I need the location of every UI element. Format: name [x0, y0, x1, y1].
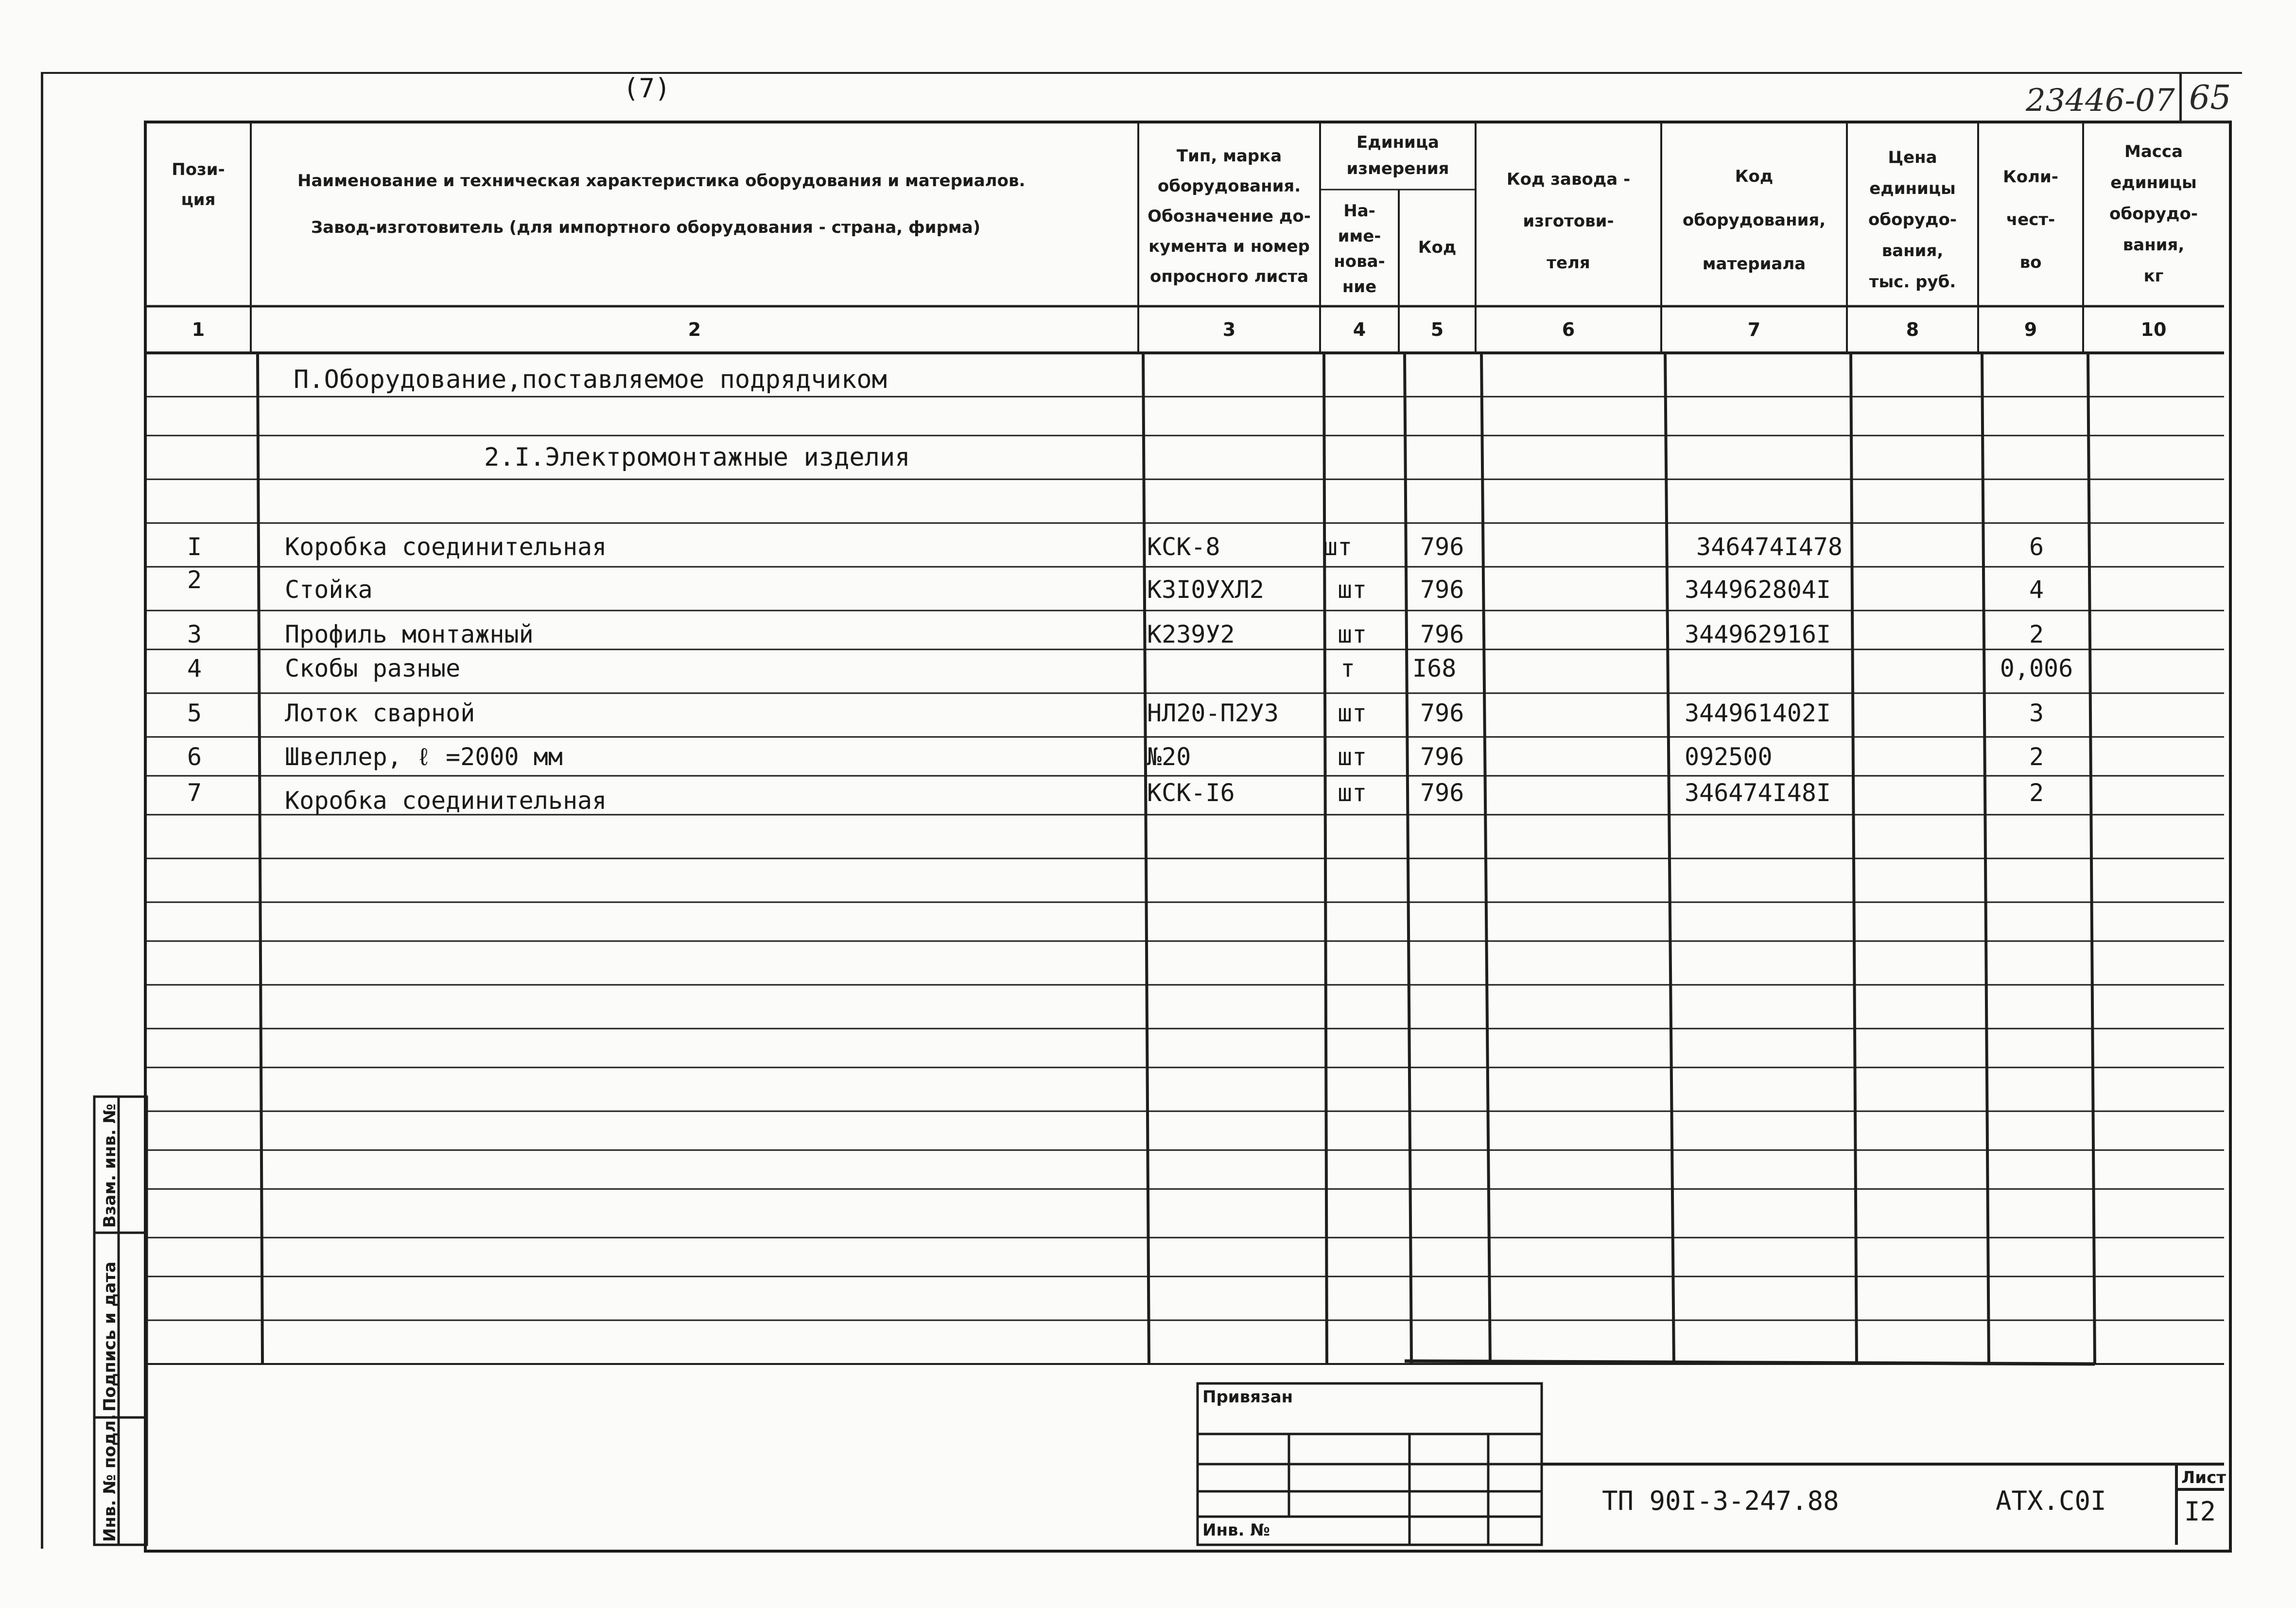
- stamp-original-inventory: Инв. № подл.: [100, 1414, 120, 1542]
- row-position: I: [187, 533, 202, 561]
- row-type: К239У2: [1147, 620, 1235, 648]
- table-row: [0, 647, 2296, 690]
- table-row: [0, 525, 2296, 569]
- row-position: 4: [187, 654, 202, 682]
- header-unit-code: Код: [1418, 238, 1457, 257]
- header-quantity: Коли- чест- во: [2003, 167, 2058, 272]
- row-unit: шт: [1323, 533, 1353, 561]
- row-unit-code: 796: [1420, 743, 1464, 771]
- table-row: [0, 771, 2296, 815]
- document-code: ТП 90I-3-247.88: [1602, 1486, 1839, 1516]
- column-number-8: 8: [1906, 319, 1919, 340]
- section-title: П.Оборудование,поставляемое подрядчиком: [294, 365, 887, 394]
- row-equipment-code: 346474I48I: [1685, 779, 1831, 807]
- table-row: [0, 691, 2296, 735]
- row-position: 2: [187, 566, 202, 594]
- column-number-5: 5: [1430, 319, 1444, 340]
- sheet-label: Лист: [2181, 1468, 2226, 1487]
- row-position: 5: [187, 699, 202, 727]
- column-number-9: 9: [2024, 319, 2037, 340]
- row-type: КСК-I6: [1147, 779, 1235, 807]
- row-equipment-code: 344962804I: [1685, 576, 1831, 604]
- subsection-title: 2.I.Электромонтажные изделия: [484, 443, 910, 472]
- row-unit: шт: [1338, 779, 1367, 807]
- header-unit-name: На- име- нова- ние: [1334, 201, 1385, 297]
- column-number-6: 6: [1562, 319, 1575, 340]
- row-unit: шт: [1338, 743, 1367, 771]
- column-number-3: 3: [1222, 319, 1236, 340]
- stamp-replacement-inventory: Взам. инв. №: [100, 1103, 120, 1228]
- row-quantity: 4: [2029, 576, 2044, 604]
- row-unit-code: I68: [1412, 654, 1457, 682]
- header-name-line2: Завод-изготовитель (для импортного оборудования - страна, фирма): [311, 218, 981, 237]
- column-number-1: 1: [191, 319, 205, 340]
- header-factory-code: Код завода - изготови- теля: [1506, 170, 1631, 273]
- table-row: [0, 568, 2296, 612]
- row-quantity: 2: [2029, 779, 2044, 807]
- top-sheet-number: (7): [623, 73, 671, 104]
- row-equipment-code: 092500: [1685, 743, 1773, 771]
- row-quantity: 2: [2029, 743, 2044, 771]
- header-name-line1: Наименование и техническая характеристика оборудования и материалов.: [297, 171, 1026, 191]
- row-position: 3: [187, 620, 202, 648]
- row-name: Лоток сварной: [285, 699, 475, 727]
- row-position: 6: [187, 743, 202, 771]
- row-quantity: 2: [2029, 620, 2044, 648]
- row-unit: шт: [1338, 620, 1367, 648]
- header-unit-mass: Масса единицы оборудо- вания, кг: [2109, 142, 2198, 286]
- row-type: №20: [1147, 743, 1191, 771]
- document-mark: АТХ.С0I: [1996, 1486, 2106, 1516]
- row-equipment-code: 344962916I: [1685, 620, 1831, 648]
- row-unit-code: 796: [1420, 533, 1464, 561]
- row-quantity: 0,006: [2000, 654, 2073, 682]
- row-unit-code: 796: [1420, 699, 1464, 727]
- header-unit-group: Единица измерения: [1346, 133, 1449, 178]
- row-name: Коробка соединительная: [285, 787, 607, 815]
- row-equipment-code: 344961402I: [1685, 699, 1831, 727]
- row-name: Швеллер, ℓ =2000 мм: [285, 743, 563, 771]
- row-name: Скобы разные: [285, 654, 461, 682]
- row-type: КСК-8: [1147, 533, 1220, 561]
- row-type: К3I0УХЛ2: [1147, 576, 1264, 604]
- row-type: НЛ20-П2У3: [1147, 699, 1279, 727]
- row-position: 7: [187, 779, 202, 807]
- row-quantity: 3: [2029, 699, 2044, 727]
- row-name: Профиль монтажный: [285, 620, 534, 648]
- column-number-7: 7: [1747, 319, 1761, 340]
- column-number-4: 4: [1353, 319, 1366, 340]
- row-unit-code: 796: [1420, 576, 1464, 604]
- header-type-mark: Тип, марка оборудования. Обозначение до- кумента и номер опросного листа: [1148, 146, 1311, 286]
- page-number: 65: [2189, 79, 2231, 117]
- row-equipment-code: 346474I478: [1696, 533, 1843, 561]
- row-name: Коробка соединительная: [285, 533, 607, 561]
- sheet-number: I2: [2184, 1496, 2216, 1527]
- header-unit-price: Цена единицы оборудо- вания, тыс. руб.: [1868, 148, 1957, 292]
- header-equipment-code: Код оборудования, материала: [1682, 167, 1826, 274]
- row-unit-code: 796: [1420, 779, 1464, 807]
- header-position: Пози- ция: [172, 160, 225, 210]
- column-number-2: 2: [688, 319, 701, 340]
- row-name: Стойка: [285, 576, 373, 604]
- row-quantity: 6: [2029, 533, 2044, 561]
- title-block-bound-to: Привязан: [1202, 1387, 1293, 1407]
- row-unit: шт: [1338, 699, 1367, 727]
- row-unit: т: [1340, 654, 1356, 682]
- title-block-inventory-number: Инв. №: [1202, 1521, 1270, 1540]
- stamp-signature-date: Подпись и дата: [100, 1261, 120, 1412]
- column-number-10: 10: [2140, 319, 2167, 340]
- row-unit-code: 796: [1420, 620, 1464, 648]
- handwritten-archive-code: 23446-07: [2026, 83, 2175, 119]
- row-unit: шт: [1338, 576, 1367, 604]
